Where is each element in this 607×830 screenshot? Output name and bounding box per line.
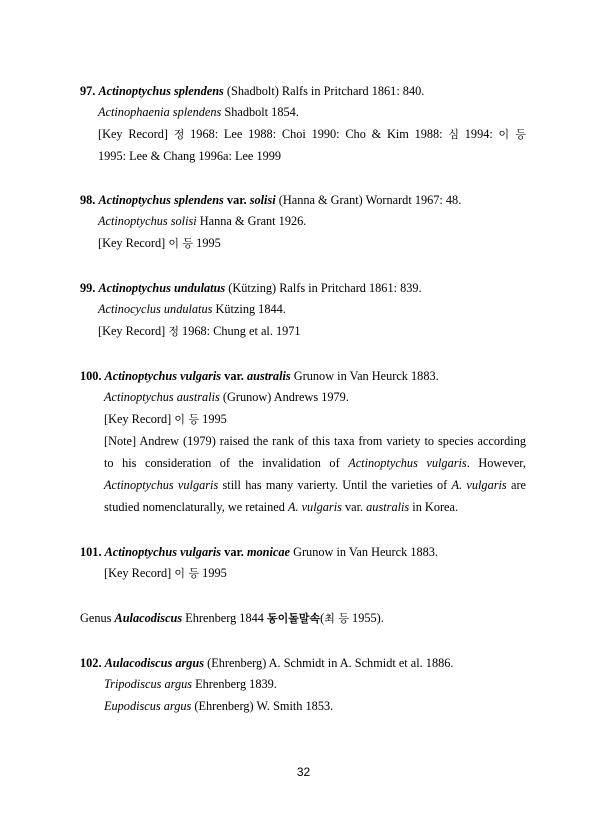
korean-genus-name: 동이돌말속 bbox=[266, 612, 321, 625]
taxon-author: (Kützing) Ralfs in Pritchard 1861: 839. bbox=[225, 281, 422, 295]
entry-number: 98. bbox=[80, 193, 99, 207]
entry-99-heading bbox=[80, 280, 422, 296]
taxon-name: Actinoptychus vulgaris bbox=[104, 545, 222, 559]
taxon-name: Aulacodiscus argus bbox=[104, 656, 205, 670]
entry-101-key-record: [Key Record] 이 등 1995 bbox=[104, 566, 227, 580]
entry-number: 100. bbox=[80, 369, 105, 383]
entry-100-note-line-3: Actinoptychus vulgaris still has many varierty. Until the varieties of A. vulgaris are bbox=[104, 478, 526, 492]
entry-102-synonym-2 bbox=[104, 698, 333, 714]
entry-99-synonym bbox=[98, 301, 286, 317]
genus-name: Aulacodiscus bbox=[114, 611, 183, 625]
synonym-name: Actinoptychus australis bbox=[104, 390, 220, 404]
taxon-author: Grunow in Van Heurck 1883. bbox=[290, 545, 438, 559]
entry-100-note-line-4: studied nomenclaturally, we retained A. vulgaris var. australis in Korea. bbox=[104, 500, 459, 514]
taxon-author: Grunow in Van Heurck 1883. bbox=[290, 369, 439, 383]
entry-number: 102. bbox=[80, 656, 105, 670]
synonym-author: Kützing 1844. bbox=[212, 302, 286, 316]
taxon-author: (Ehrenberg) A. Schmidt in A. Schmidt et al. 1886. bbox=[204, 656, 454, 670]
entry-102-heading bbox=[80, 655, 453, 671]
synonym-name: Actinoptychus solisi bbox=[98, 214, 197, 228]
synonym-author: (Grunow) Andrews 1979. bbox=[219, 390, 349, 404]
entry-101-heading: 101. Actinoptychus vulgaris var. monicae Grunow in Van Heurck 1883. bbox=[80, 545, 438, 559]
variety-name: australis bbox=[246, 369, 291, 383]
entry-97-heading bbox=[80, 83, 424, 99]
synonym-name: Tripodiscus argus bbox=[104, 677, 193, 691]
taxon-name: Actinoptychus splendens bbox=[98, 193, 224, 207]
entry-number: 99. bbox=[80, 281, 99, 295]
entry-100-note-line-1: [Note] Andrew (1979) raised the rank of this taxa from variety to species according bbox=[104, 434, 526, 448]
entry-98-heading: 98. Actinoptychus splendens var. solisi (Hanna & Grant) Wornardt 1967: 48. bbox=[80, 193, 462, 207]
entry-100-key-record: [Key Record] 이 등 1995 bbox=[104, 412, 227, 426]
page-number: 32 bbox=[296, 765, 311, 779]
synonym-author: (Ehrenberg) W. Smith 1853. bbox=[191, 699, 334, 713]
synonym-author: Shadbolt 1854. bbox=[221, 105, 299, 119]
entry-98-key-record: [Key Record] 이 등 1995 bbox=[98, 236, 221, 250]
entry-102-synonym-1 bbox=[104, 676, 277, 692]
synonym-author: Ehrenberg 1839. bbox=[192, 677, 277, 691]
entry-100-synonym bbox=[104, 389, 349, 405]
entry-number: 101. bbox=[80, 545, 105, 559]
synonym-name: Actinophaenia splendens bbox=[98, 105, 222, 119]
taxon-name: Actinoptychus splendens bbox=[98, 84, 224, 98]
entry-number: 97. bbox=[80, 84, 99, 98]
entry-100-heading: 100. Actinoptychus vulgaris var. australis Grunow in Van Heurck 1883. bbox=[80, 369, 439, 383]
genus-heading: Genus Aulacodiscus Ehrenberg 1844 동이돌말속(최 등 1955). bbox=[80, 611, 384, 625]
variety-name: monicae bbox=[246, 545, 290, 559]
entry-97-key-record: [Key Record] 정 1968: Lee 1988: Choi 1990: Cho & Kim 1988: 심 1994: 이 등 bbox=[98, 127, 526, 141]
taxon-name: Actinoptychus vulgaris bbox=[104, 369, 222, 383]
entry-99-key-record: [Key Record] 정 1968: Chung et al. 1971 bbox=[98, 324, 301, 338]
variety-name: solisi bbox=[249, 193, 276, 207]
taxon-name: Actinoptychus undulatus bbox=[98, 281, 226, 295]
entry-97-synonym bbox=[98, 104, 299, 120]
entry-100-note-line-2: to his consideration of the invalidation of Actinoptychus vulgaris. However, bbox=[104, 456, 526, 470]
taxon-author: (Hanna & Grant) Wornardt 1967: 48. bbox=[275, 193, 462, 207]
taxon-author: (Shadbolt) Ralfs in Pritchard 1861: 840. bbox=[223, 84, 425, 98]
entry-97-key-record-cont: 1995: Lee & Chang 1996a: Lee 1999 bbox=[98, 149, 282, 163]
synonym-author: Hanna & Grant 1926. bbox=[196, 214, 307, 228]
synonym-name: Actinocyclus undulatus bbox=[98, 302, 213, 316]
entry-98-synonym bbox=[98, 213, 306, 229]
synonym-name: Eupodiscus argus bbox=[104, 699, 192, 713]
